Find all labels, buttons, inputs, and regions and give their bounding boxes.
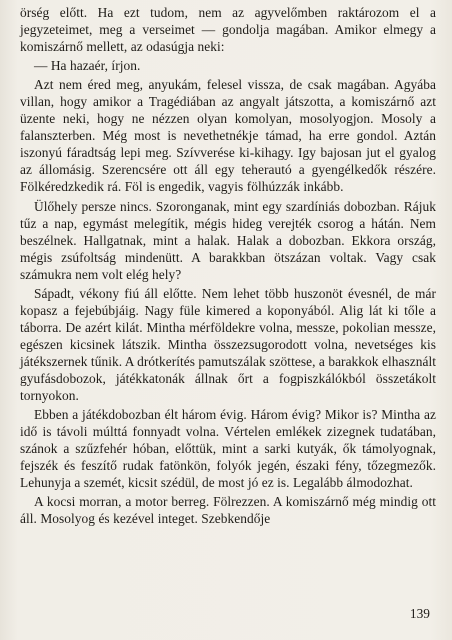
paragraph-3: Azt nem éred meg, anyukám, felesel vissza, de csak magában. Agyába villan, hogy amikor a Tragédiában az angyalt játszotta, a komiszárnő azt üzente neki, hogy ne nézzen olyan komolyan, mosolyogjon. Mosoly a falanszterben. Még most is nevethetnékje támad, ha erre gondol. Aztán iszonyú fáradtság lepi meg. Szívverése ki-kihagy. Igy bajosan jut el gyalog az állomásig. Szerencsére ott áll egy teherautó a gyengélkedők részére. Fölkéredzkedik rá. Föl is engedik, vagyis fölhúzzák inkább. [20,77,436,195]
paragraph-6: Ebben a játékdobozban élt három évig. Három évig? Mikor is? Mintha az idő is távoli múlttá fonnyadt volna. Vértelen emlékek zizegnek tudatában, szánok a szűzfehér hóban, előttük, mint a sarki kutyák, ők támolyognak, fejszék és feszítő rudak fatönkön, folyók jegén, északi fény, tőzegmezők. Lehunyja a szemét, kicsit szédül, de most jó ez is. Legalább álmodozhat. [20,407,436,491]
paragraph-2: — Ha hazaér, írjon. [34,58,141,74]
paragraph-1: örség előtt. Ha ezt tudom, nem az agyvelőmben raktározom el a jegyzeteimet, meg a verseimet — gondolja magában. Amikor elmegy a komiszárnő mellett, az odasúgja neki: [20,5,436,55]
paragraph-7: A kocsi morran, a motor berreg. Fölrezzen. A komiszárnő még mindig ott áll. Mosolyog és kezével integet. Szebkendője [20,494,436,527]
paragraph-4: Ülőhely persze nincs. Szoronganak, mint egy szardíniás dobozban. Rájuk tűz a nap, egymást melegítik, mégis hideg verejték csorog a hátán. Nem beszélnek. Hallgatnak, mint a halak. Halak a dobozban. Ekkora ország, mégis zsúfoltság mindenütt. A barakkban ötszázan voltak. Vagy csak számukra nem volt elég hely? [20,198,436,282]
page-number: 139 [409,606,430,621]
paragraph-5: Sápadt, vékony fiú áll előtte. Nem lehet több huszonöt évesnél, de már kopasz a fejebúbjáig. Nagy füle kimered a koponyából. Alig lát ki tőle a táborra. De azért kilát. Mintha mérföldekre volna, messze, pokolian messze, egészen kicsinek látszik. Mintha összezsugorodott volna, nevetséges kis játékszernek tűnik. A drótkerítés pamutszálak szöttese, a barakkok elhasznált gyufásdobozok, játékkatonák állnak őrt a fogpiszkálókból összetákolt tornyokon. [20,285,436,404]
body-text [20,4,436,527]
